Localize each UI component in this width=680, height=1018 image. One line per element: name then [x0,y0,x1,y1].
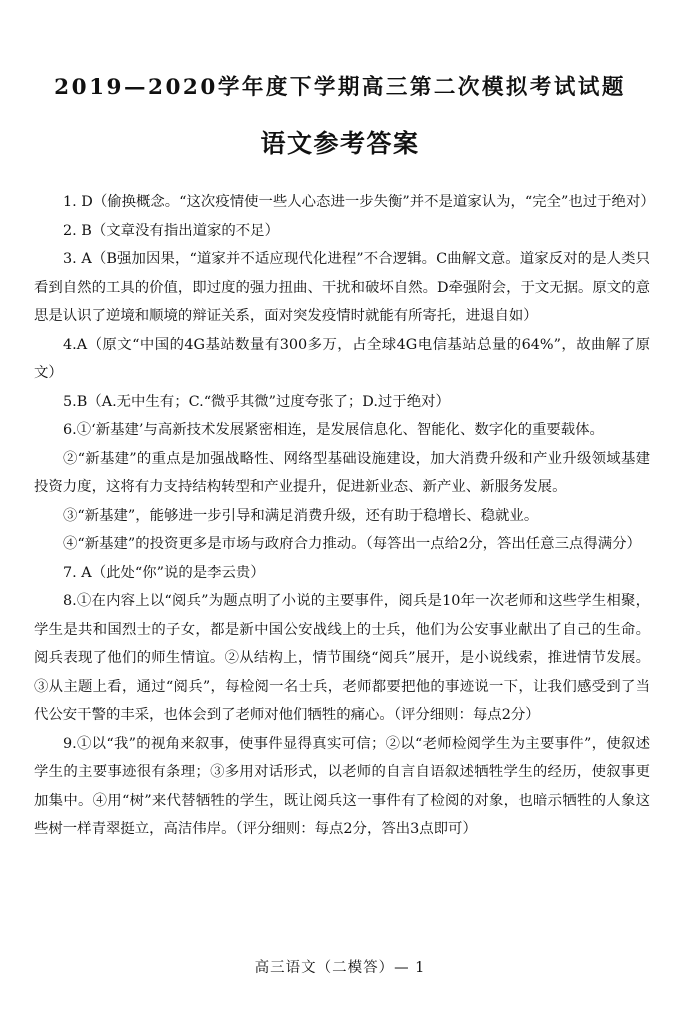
answer-6-point-3: ③“新基建”，能够进一步引导和满足消费升级，还有助于稳增长、稳就业。 [63,507,539,524]
exam-title: 2019—2020学年度下学期高三第二次模拟考试试题 [54,75,626,100]
answer-7: 7. A（此处“你”说的是李云贵） [63,564,265,581]
page-footer: 高三语文（二模答）— 1 [254,960,426,976]
answer-6-point-2: ②“新基建”的重点是加强战略性、网络型基础设施建设，加大消费升级和产业升级领域基建投资力度，这将有力支持结构转型和产业提升，促进新业态、新产业、新服务发展。 [34,450,650,495]
answer-4: 4.A（原文“中国的4G基站数量有300多万，占全球4G电信基站总量的64%”，故曲解了原文） [34,336,650,381]
answer-1: 1. D（偷换概念。“这次疫情使一些人心态进一步失衡”并不是道家认为，“完全”也过于绝对） [63,194,655,210]
answer-key-title: 语文参考答案 [260,129,420,158]
answer-8: 8.①在内容上以“阅兵”为题点明了小说的主要事件，阅兵是10年一次老师和这些学生相聚，学生是共和国烈士的子女，都是新中国公安战线上的士兵，他们为公安事业献出了自己的生命。阅兵表现了他们的师生情谊。②从结构上，情节围绕“阅兵”展开，是小说线索，推进情节发展。③从主题上看，通过“阅兵”，每检阅一名士兵，老师都要把他的事迹说一下，让我们感受到了当代公安干警的丰采，也体会到了老师对他们牺牲的痛心。（评分细则：每点2分） [34,593,650,723]
answer-9: 9.①以“我”的视角来叙事，使事件显得真实可信；②以“老师检阅学生为主要事件”，使叙述学生的主要事迹很有条理；③多用对话形式，以老师的自言自语叙述牺牲学生的经历，使叙事更加集中。④用“树”来代替牺牲的学生，既让阅兵这一事件有了检阅的对象，也暗示牺牲的人象这些树一样青翠挺立，高洁伟岸。（评分细则：每点2分，答出3点即可） [34,735,650,837]
answer-list [34,188,655,844]
answer-3: 3. A（B强加因果，“道家并不适应现代化进程”不合逻辑。C曲解文意。道家反对的是人类只看到自然的工具的价值，即过度的强力扭曲、干扰和破坏自然。D牵强附会，于文无据。原文的意思是认识了逆境和顺境的辩证关系，面对突发疫情时就能有所寄托，进退自如） [34,251,650,324]
answer-5: 5.B（A.无中生有；C.“微乎其微”过度夸张了；D.过于绝对） [63,393,450,410]
answer-6-point-4: ④“新基建”的投资更多是市场与政府合力推动。（每答出一点给2分，答出任意三点得满分） [63,536,641,552]
answer-6-point-1: 6.①‘新基建’与高新技术发展紧密相连，是发展信息化、智能化、数字化的重要载体。 [63,422,604,438]
answer-2: 2. B（文章没有指出道家的不足） [63,222,279,239]
